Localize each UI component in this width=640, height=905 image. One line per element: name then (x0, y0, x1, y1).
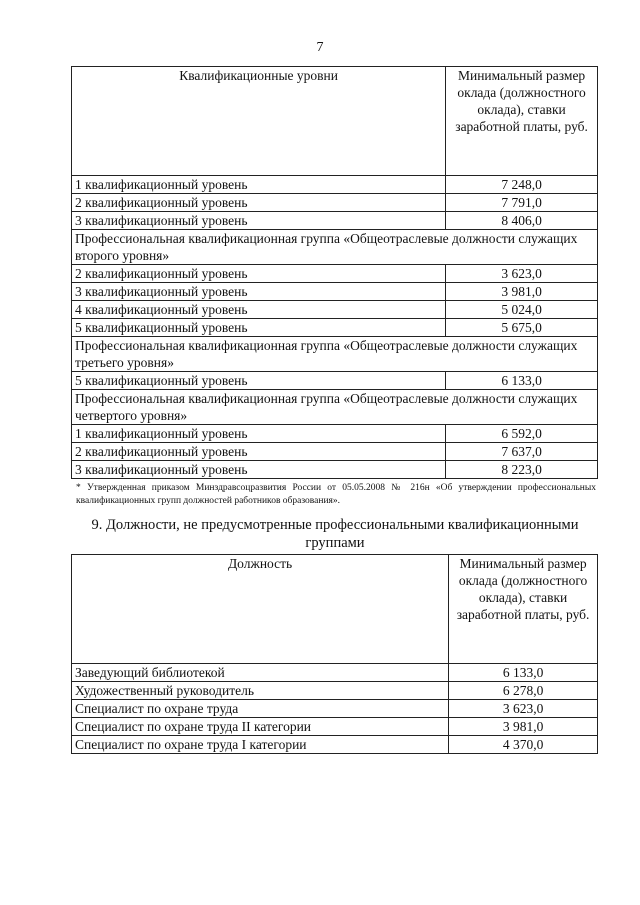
salary-value: 6 592,0 (446, 425, 598, 443)
table-row (72, 664, 598, 682)
table-row (72, 194, 598, 212)
level-label: 2 квалификационный уровень (72, 265, 446, 283)
group-heading-row (72, 337, 598, 372)
salary-value: 3 623,0 (449, 700, 598, 718)
column-header-position: Должность (72, 555, 449, 664)
table-row (72, 301, 598, 319)
salary-value: 7 637,0 (446, 443, 598, 461)
salary-value: 5 024,0 (446, 301, 598, 319)
table-row (72, 283, 598, 301)
salary-value: 8 223,0 (446, 461, 598, 479)
column-header-min-salary: Минимальный размер оклада (должностного оклада), ставки заработной платы, руб. (449, 555, 598, 664)
group-heading: Профессиональная квалификационная группа «Общеотраслевые должности служащих третьего уровня» (72, 337, 598, 372)
level-label: 3 квалификационный уровень (72, 461, 446, 479)
level-label: 1 квалификационный уровень (72, 176, 446, 194)
footnote: * Утвержденная приказом Минздравсоцразвития России от 05.05.2008 № 216н «Об утверждении профессиональных квалификационных групп должностей работников образования». (76, 483, 596, 506)
level-label: 1 квалификационный уровень (72, 425, 446, 443)
salary-value: 6 133,0 (446, 372, 598, 390)
level-label: 2 квалификационный уровень (72, 443, 446, 461)
table-row (72, 461, 598, 479)
group-heading-row (72, 230, 598, 265)
salary-value: 5 675,0 (446, 319, 598, 337)
salary-value: 6 278,0 (449, 682, 598, 700)
column-header-min-salary: Минимальный размер оклада (должностного оклада), ставки заработной платы, руб. (446, 67, 598, 176)
group-heading: Профессиональная квалификационная группа «Общеотраслевые должности служащих второго уровня» (72, 230, 598, 265)
table-row (72, 443, 598, 461)
table-row (72, 736, 598, 754)
salary-value: 3 981,0 (449, 718, 598, 736)
table-body (72, 555, 598, 754)
level-label: 3 квалификационный уровень (72, 212, 446, 230)
salary-table-other-positions (71, 554, 598, 754)
position-label: Специалист по охране труда I категории (72, 736, 449, 754)
group-heading: Профессиональная квалификационная группа «Общеотраслевые должности служащих четвертого уровня» (72, 390, 598, 425)
salary-value: 3 623,0 (446, 265, 598, 283)
level-label: 4 квалификационный уровень (72, 301, 446, 319)
position-label: Художественный руководитель (72, 682, 449, 700)
table-row (72, 176, 598, 194)
level-label: 2 квалификационный уровень (72, 194, 446, 212)
table-row (72, 212, 598, 230)
table-body (72, 67, 598, 479)
level-label: 5 квалификационный уровень (72, 372, 446, 390)
group-heading-row (72, 390, 598, 425)
table-row (72, 319, 598, 337)
page-number: 7 (316, 40, 324, 55)
salary-value: 8 406,0 (446, 212, 598, 230)
table-row (72, 425, 598, 443)
table-row (72, 718, 598, 736)
table-row (72, 682, 598, 700)
column-header-levels: Квалификационные уровни (72, 67, 446, 176)
position-label: Специалист по охране труда (72, 700, 449, 718)
position-label: Заведующий библиотекой (72, 664, 449, 682)
table-row (72, 372, 598, 390)
table-row (72, 265, 598, 283)
salary-value: 3 981,0 (446, 283, 598, 301)
section-title: 9. Должности, не предусмотренные профессиональными квалификационными группами (91, 517, 579, 551)
salary-value: 6 133,0 (449, 664, 598, 682)
table-header-row (72, 67, 598, 176)
salary-value: 7 791,0 (446, 194, 598, 212)
table-row (72, 700, 598, 718)
salary-value: 4 370,0 (449, 736, 598, 754)
table-header-row (72, 555, 598, 664)
position-label: Специалист по охране труда II категории (72, 718, 449, 736)
salary-value: 7 248,0 (446, 176, 598, 194)
salary-table-qualification-levels (71, 66, 598, 479)
level-label: 5 квалификационный уровень (72, 319, 446, 337)
level-label: 3 квалификационный уровень (72, 283, 446, 301)
